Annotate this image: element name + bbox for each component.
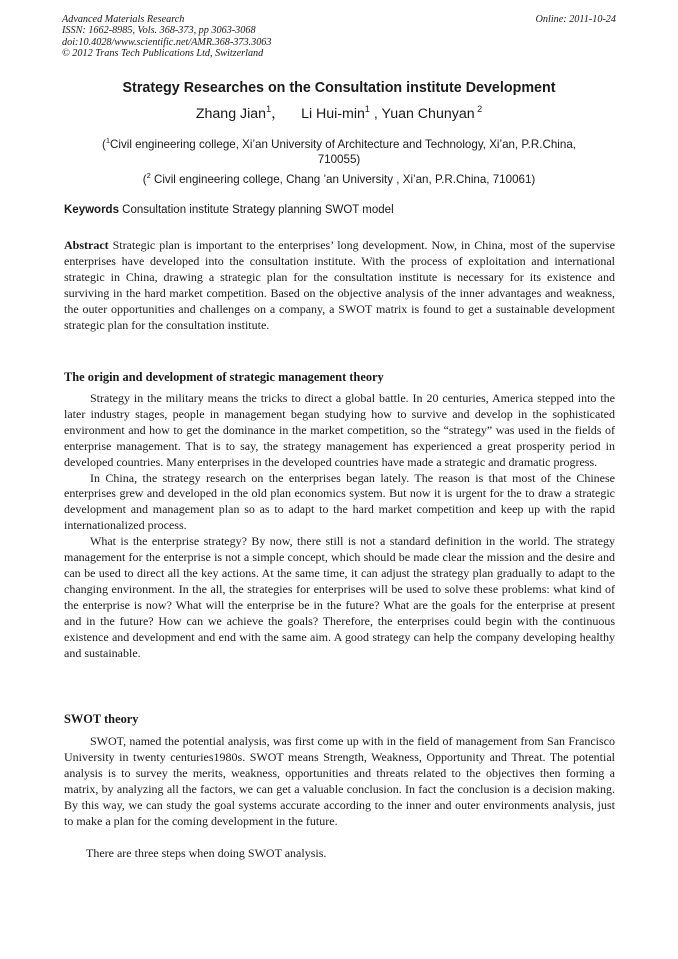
author-list [0, 103, 678, 123]
author-name: Yuan Chunyan [381, 106, 475, 122]
journal-name: Advanced Materials Research [62, 14, 185, 25]
paper-title: Strategy Researches on the Consultation institute Development [122, 80, 556, 96]
paragraph: Strategy in the military means the tricks to direct a global battle. In 20 centuries, America stepped into the later industry stages, people in management began studying how to survive and develop in the sophisticated environment and how to get the dominance in the market competition, so the “strategy” was used in the fields of enterprise management. That is to say, the strategy management has experienced a great prosperity period in developed countries. Many enterprises in the developed countries have made a strategic and dramatic progress. [64, 391, 615, 469]
keywords-line [64, 204, 616, 216]
paragraph: In China, the strategy research on the enterprises began lately. The reason is that most of the Chinese enterprises grew and developed in the old plan economics system. But now it is urgent for the to draw a strategic development and management plan so as to adapt to the hard market competition and keep up with the rapid internationalized process. [64, 470, 615, 533]
abstract-text: Strategic plan is important to the enterprises’ long development. Now, in China, most of the supervise enterprises have developed into the consultation institute. With the process of exploitation and international strategic in China, drawing a strategic plan for the consultation institute is necessary for its existence and surviving in the hard market competition. Based on the objective analysis of the inner advantages and weakness, the outer opportunities and challenges on a company, a SWOT matrix is found to get a sustainable development strategic plan for the consultation institute. [64, 238, 616, 332]
doi-line: doi:10.4028/www.scientific.net/AMR.368-373.3063 [62, 36, 272, 48]
section-heading: SWOT theory [64, 712, 139, 726]
paragraph: SWOT, named the potential analysis, was first come up with in the field of management from San Francisco University in twenty centuries1980s. SWOT means Strength, Weakness, Opportunity and Threat. The potential analysis is to survey the merits, weakness, opportunities and threats related to the objectives then forming a matrix, by analyzing all the factors, we can get a valuable conclusion. In fact the conclusion is a decision making. By this way, we can study the goal systems accurate according to the inner and outer environments analysis, just to make a plan for the coming development in the future. [64, 734, 615, 828]
section-body [64, 734, 615, 829]
abstract-label: Abstract [64, 238, 109, 252]
author-name: Zhang Jian [195, 106, 267, 122]
keywords-label: Keywords [64, 204, 119, 216]
journal-header [62, 14, 616, 60]
affiliation-mark: 1 [105, 136, 111, 145]
online-date: Online: 2011-10-24 [535, 14, 616, 25]
paragraph: There are three steps when doing SWOT analysis. [86, 846, 327, 860]
issn-line: ISSN: 1662-8985, Vols. 368-373, pp 3063-3068 [62, 25, 256, 37]
copyright-line: © 2012 Trans Tech Publications Ltd, Switzerland [62, 48, 264, 60]
section-body [64, 391, 615, 661]
author-separator: , [369, 106, 378, 122]
paragraph: What is the enterprise strategy? By now, there still is not a standard definition in the world. The strategy management for the enterprise is not a simple concept, which should be made clear the mission and the desire and can be used to direct all the key actions. At the same time, it can adjust the strategy plan gradually to adapt to the changing environment. In the all, the strategies for enterprises will be used to solve these problems: what kind of the enterprise is now? What will the enterprise be in the future? What are the goals for the enterprise at present and in the future? How can we achieve the goals? Therefore, the enterprises could begin with the continuous existence and development and end with the same aim. A good strategy can help the company developing healthy and sustainable. [64, 534, 615, 660]
affiliation-mark: 2 [146, 171, 151, 180]
author-affiliation-mark: 1 [364, 104, 370, 114]
author-name: Li Hui-min [301, 106, 365, 122]
keywords-text: Consultation institute Strategy planning SWOT model [122, 204, 394, 216]
affiliation: ($^2$ Civil engineering college, Chang ’an University , Xi’an, P.R.China, 710061) [142, 171, 536, 186]
author-affiliation-mark: 2 [474, 104, 483, 114]
affiliation: ($^1$Civil engineering college, Xi’an University of Architecture and Technology, Xi’an, P.R.China, 710055) [102, 136, 576, 166]
author-affiliation-mark: 1 [266, 104, 272, 114]
affiliation-text: Civil engineering college, Chang ’an University , Xi’an, P.R.China, 710061) [150, 173, 536, 186]
affiliation-text: Civil engineering college, Xi’an University of Architecture and Technology, Xi’an, P.R.China, 710055) [110, 138, 576, 166]
abstract [64, 238, 615, 333]
section-heading: The origin and development of strategic management theory [64, 370, 384, 384]
author-separator: ， [271, 106, 286, 122]
